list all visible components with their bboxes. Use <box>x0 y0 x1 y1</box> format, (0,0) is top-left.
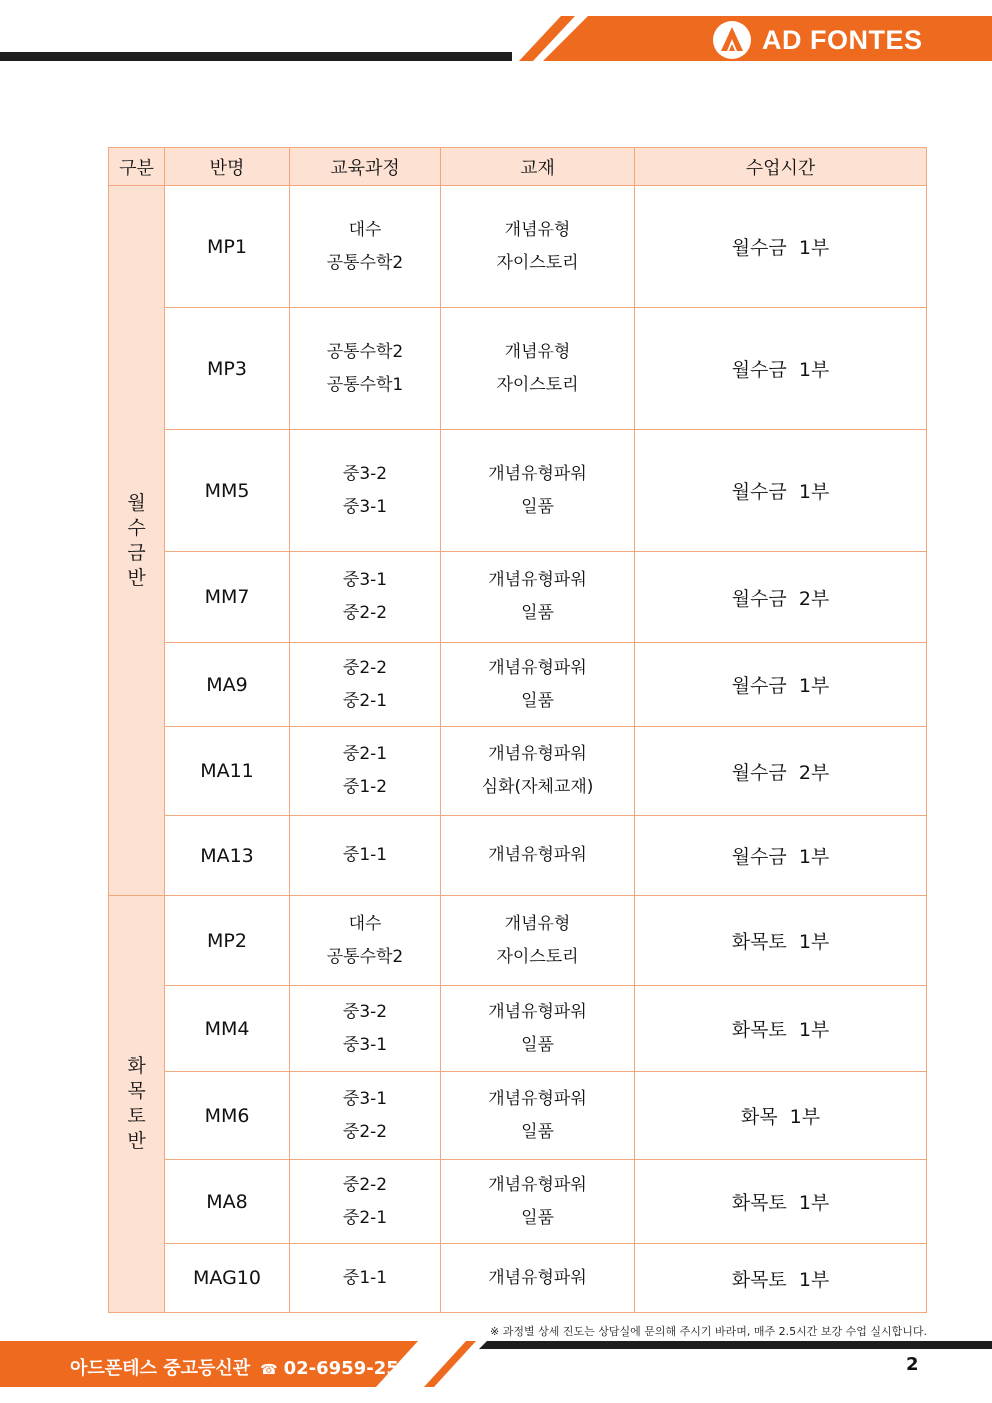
class-name: MP2 <box>207 929 247 952</box>
course-cell <box>290 1244 441 1313</box>
class-time-cell <box>635 308 927 430</box>
class-name: MA13 <box>200 844 254 867</box>
class-name-cell <box>165 430 290 552</box>
class-time: 화목토 1부 <box>731 931 830 953</box>
course-cell <box>290 1072 441 1160</box>
course-line: 중3-1 <box>342 1034 388 1055</box>
footer-stripe <box>424 1341 476 1387</box>
course-line: 대수 <box>348 913 382 934</box>
course-line: 중3-1 <box>342 496 388 517</box>
course-line: 중3-2 <box>342 463 388 484</box>
phone-icon: ☎ <box>260 1362 278 1378</box>
header-course: 교육과정 <box>290 148 441 186</box>
class-time-cell <box>635 1160 927 1244</box>
book-line: 개념유형파워 <box>488 1001 587 1022</box>
book-cell <box>441 186 635 308</box>
class-time: 월수금 1부 <box>731 359 830 381</box>
class-name: MM4 <box>204 1017 250 1040</box>
course-cell <box>290 552 441 643</box>
header-book: 교재 <box>441 148 635 186</box>
book-line: 개념유형파워 <box>488 1088 587 1109</box>
class-time: 화목토 1부 <box>731 1268 830 1291</box>
table-row <box>109 896 927 986</box>
group-label: 월 수 금 반 <box>127 491 146 589</box>
class-name: MP3 <box>207 357 247 380</box>
course-line: 중2-2 <box>342 657 388 678</box>
course-line: 공통수학2 <box>326 341 404 362</box>
course-line: 공통수학1 <box>326 374 404 395</box>
logo-a-icon <box>712 20 752 60</box>
class-time-cell <box>635 816 927 896</box>
table-row <box>109 986 927 1072</box>
book-cell <box>441 727 635 816</box>
class-time: 월수금 2부 <box>731 587 830 610</box>
book-line: 일품 <box>521 690 554 711</box>
table-row <box>109 727 927 816</box>
course-line: 공통수학2 <box>326 252 404 273</box>
book-line: 자이스토리 <box>496 946 579 967</box>
table-row <box>109 816 927 896</box>
table-row <box>109 430 927 552</box>
schedule-table <box>108 147 927 1313</box>
brand-logo <box>712 20 923 60</box>
course-line: 중2-1 <box>342 744 388 764</box>
course-cell <box>290 986 441 1072</box>
book-line: 개념유형파워 <box>488 570 587 590</box>
class-time: 월수금 1부 <box>731 675 830 697</box>
book-line: 개념유형 <box>504 341 571 362</box>
book-line: 일품 <box>521 1034 554 1055</box>
class-name: MM5 <box>204 479 250 502</box>
course-cell <box>290 430 441 552</box>
course-line: 중2-1 <box>342 1207 388 1228</box>
class-time: 월수금 1부 <box>731 481 830 503</box>
class-time-cell <box>635 643 927 727</box>
course-line: 중2-2 <box>342 1174 388 1195</box>
book-line: 자이스토리 <box>496 252 579 273</box>
class-name-cell <box>165 552 290 643</box>
book-line: 심화(자체교재) <box>481 777 594 797</box>
book-cell <box>441 643 635 727</box>
course-line: 중2-2 <box>342 1121 388 1142</box>
book-line: 일품 <box>521 496 554 517</box>
class-time: 월수금 1부 <box>731 846 830 868</box>
table-row <box>109 1072 927 1160</box>
course-line: 공통수학2 <box>326 946 404 967</box>
footnote: ※ 과정별 상세 진도는 상담실에 문의해 주시기 바라며, 매주 2.5시간 보강 수업 실시합니다. <box>490 1325 927 1338</box>
book-cell <box>441 816 635 896</box>
class-name-cell <box>165 986 290 1072</box>
table-row <box>109 643 927 727</box>
course-cell <box>290 1160 441 1244</box>
book-cell <box>441 986 635 1072</box>
class-time: 월수금 2부 <box>731 761 830 784</box>
header-category: 구분 <box>109 148 165 186</box>
book-cell <box>441 1160 635 1244</box>
class-time-cell <box>635 552 927 643</box>
class-name-cell <box>165 643 290 727</box>
class-name: MM7 <box>204 586 250 608</box>
course-line: 중1-1 <box>342 845 388 865</box>
book-line: 자이스토리 <box>496 374 579 395</box>
group-cell <box>109 896 165 1313</box>
course-line: 중2-1 <box>342 690 388 711</box>
phone-number: 02-6959-2580 <box>283 1358 424 1379</box>
class-time: 화목토 1부 <box>731 1019 830 1041</box>
class-time: 월수금 1부 <box>731 237 830 259</box>
book-line: 개념유형파워 <box>488 1174 587 1195</box>
course-cell <box>290 816 441 896</box>
course-line: 대수 <box>348 219 382 240</box>
course-line: 중3-2 <box>342 1001 388 1022</box>
book-line: 개념유형파워 <box>488 657 587 678</box>
course-line: 중3-1 <box>342 570 388 590</box>
class-name: MA8 <box>206 1190 248 1213</box>
book-cell <box>441 552 635 643</box>
book-line: 개념유형파워 <box>488 744 587 764</box>
class-name-cell <box>165 816 290 896</box>
table-row <box>109 552 927 643</box>
header-time: 수업시간 <box>635 148 927 186</box>
footer-dark-bar <box>479 1341 992 1349</box>
table-row <box>109 1160 927 1244</box>
class-name-cell <box>165 896 290 986</box>
course-line: 중1-1 <box>342 1267 388 1288</box>
course-cell <box>290 643 441 727</box>
book-cell <box>441 308 635 430</box>
class-name-cell <box>165 1244 290 1313</box>
book-line: 개념유형 <box>504 219 571 240</box>
group-label: 화 목 토 반 <box>127 1055 146 1152</box>
book-line: 개념유형파워 <box>488 845 587 865</box>
book-line: 개념유형 <box>504 913 571 934</box>
footer-contact <box>70 1354 424 1380</box>
course-line: 중2-2 <box>342 603 388 623</box>
class-time-cell <box>635 896 927 986</box>
class-name-cell <box>165 308 290 430</box>
class-name-cell <box>165 186 290 308</box>
class-time: 화목 1부 <box>740 1106 821 1128</box>
brand-name: AD FONTES <box>762 24 923 55</box>
book-cell <box>441 896 635 986</box>
class-name: MAG10 <box>193 1267 261 1289</box>
book-line: 개념유형파워 <box>488 1267 587 1288</box>
book-line: 일품 <box>521 1207 554 1228</box>
course-cell <box>290 727 441 816</box>
class-time-cell <box>635 430 927 552</box>
academy-name: 아드폰테스 중고등신관 <box>70 1358 251 1379</box>
book-line: 일품 <box>521 1121 554 1142</box>
class-time-cell <box>635 186 927 308</box>
class-time-cell <box>635 986 927 1072</box>
table-header-row <box>109 148 927 186</box>
group-cell <box>109 186 165 896</box>
book-line: 일품 <box>521 603 554 623</box>
table-row <box>109 186 927 308</box>
class-name: MM6 <box>204 1104 250 1127</box>
class-name: MP1 <box>207 235 247 258</box>
class-time-cell <box>635 1072 927 1160</box>
class-time-cell <box>635 1244 927 1313</box>
table-row <box>109 1244 927 1313</box>
course-line: 중3-1 <box>342 1088 388 1109</box>
course-line: 중1-2 <box>342 777 388 797</box>
page-number: 2 <box>906 1354 919 1375</box>
class-time: 화목토 1부 <box>731 1192 830 1214</box>
class-name: MA9 <box>206 673 248 696</box>
class-name-cell <box>165 1072 290 1160</box>
book-cell <box>441 1072 635 1160</box>
class-time-cell <box>635 727 927 816</box>
course-cell <box>290 308 441 430</box>
course-cell <box>290 186 441 308</box>
book-line: 개념유형파워 <box>488 463 587 484</box>
class-name-cell <box>165 727 290 816</box>
book-cell <box>441 1244 635 1313</box>
class-name: MA11 <box>200 760 254 782</box>
book-cell <box>441 430 635 552</box>
header-class: 반명 <box>165 148 290 186</box>
course-cell <box>290 896 441 986</box>
class-name-cell <box>165 1160 290 1244</box>
table-row <box>109 308 927 430</box>
